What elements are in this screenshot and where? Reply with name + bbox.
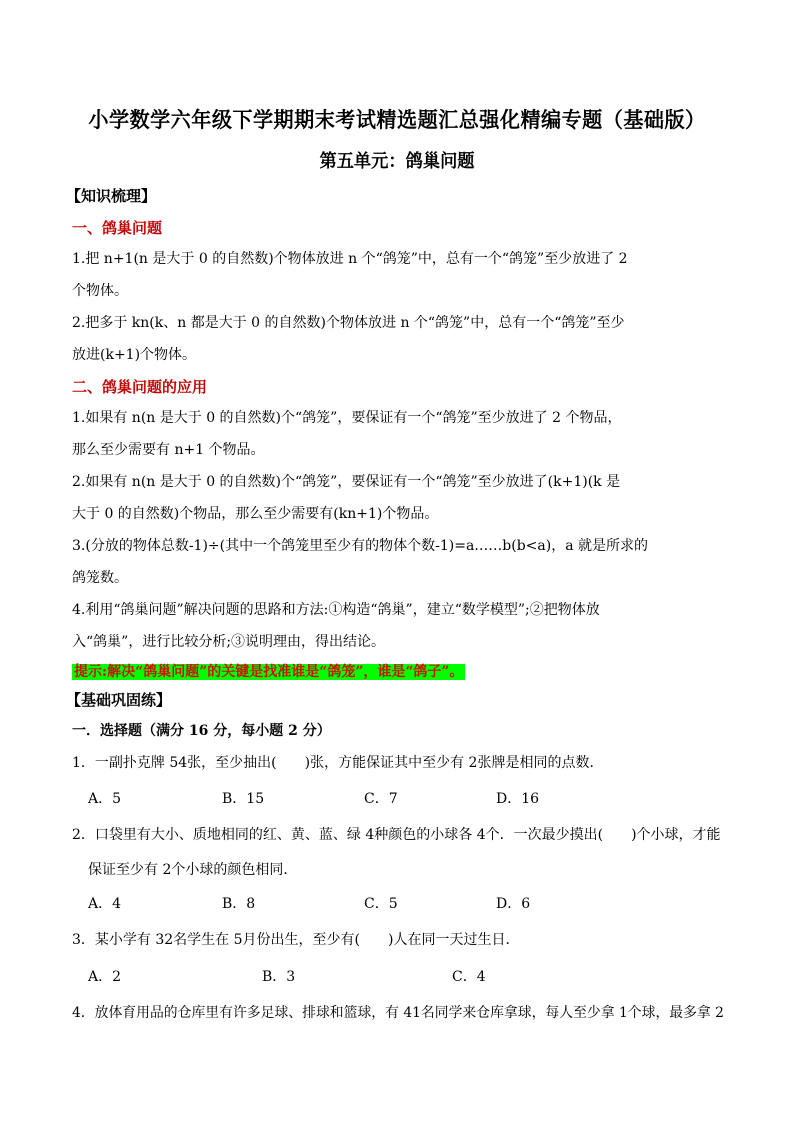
q2-option-b: B．8: [222, 896, 256, 912]
knowledge-line: 鸽笼数。: [72, 570, 128, 586]
knowledge-line: 个物体。: [72, 283, 128, 299]
knowledge-line: 2.如果有 n(n 是大于 0 的自然数)个“鸽笼”，要保证有一个“鸽笼”至少放进了(k+1)(k 是: [72, 474, 621, 490]
knowledge-line: 放进(k+1)个物体。: [72, 347, 197, 363]
question-2-continued: 保证至少有 2个小球的颜色相同．: [88, 862, 298, 878]
q2-option-a: A．4: [88, 896, 122, 912]
section-heading-pigeonhole: 一、鸽巢问题: [72, 219, 163, 237]
knowledge-line: 1.如果有 n(n 是大于 0 的自然数)个“鸽笼”，要保证有一个“鸽笼”至少放进了 2 个物品，: [72, 410, 622, 426]
q3-option-c: C．4: [452, 969, 486, 985]
section-heading-application: 二、鸽巢问题的应用: [72, 378, 208, 396]
q3-option-a: A．2: [88, 969, 122, 985]
q1-option-a: A．5: [88, 791, 122, 807]
knowledge-heading: 【知识梳理】: [66, 187, 157, 205]
knowledge-line: 4.利用“鸽巢问题”解决问题的思路和方法:①构造“鸽巢”，建立“数学模型”;②把物体放: [72, 602, 600, 618]
question-4: 4．放体育用品的仓库里有许多足球、排球和篮球，有 41名同学来仓库拿球，每人至少拿 1个球，最多拿 2: [72, 1005, 724, 1021]
knowledge-line: 入“鸽巢”，进行比较分析;③说明理由，得出结论。: [72, 634, 386, 650]
q3-option-b: B．3: [262, 969, 296, 985]
q1-option-c: C．7: [364, 791, 398, 807]
knowledge-line: 1.把 n+1(n 是大于 0 的自然数)个物体放进 n 个“鸽笼”中，总有一个“鸽笼”至少放进了 2: [72, 251, 628, 267]
question-2: 2．口袋里有大小、质地相同的红、黄、蓝、绿 4种颜色的小球各 4个．一次最少摸出( )个小球，才能: [72, 827, 721, 843]
q2-option-d: D．6: [496, 896, 531, 912]
practice-heading: 【基础巩固练】: [66, 691, 172, 709]
knowledge-line: 那么至少需要有 n+1 个物品。: [72, 442, 265, 458]
q1-option-d: D．16: [496, 791, 540, 807]
document-subtitle: 第五单元：鸽巢问题: [319, 151, 475, 172]
q2-option-c: C．5: [364, 896, 398, 912]
document-title: 小学数学六年级下学期期末考试精选题汇总强化精编专题（基础版）: [88, 107, 706, 132]
knowledge-line: 2.把多于 kn(k、n 都是大于 0 的自然数)个物体放进 n 个“鸽笼”中，总有一个“鸽笼”至少: [72, 315, 625, 331]
knowledge-line: 3.(分放的物体总数-1)÷(其中一个鸽笼里至少有的物体个数-1)=a……b(b<a)，a 就是所求的: [72, 538, 649, 554]
question-3: 3．某小学有 32名学生在 5月份出生，至少有( )人在同一天过生日．: [72, 932, 520, 948]
knowledge-line: 大于 0 的自然数)个物品，那么至少需要有(kn+1)个物品。: [72, 506, 439, 522]
question-section-heading: 一．选择题（满分 16 分，每小题 2 分）: [72, 723, 331, 739]
tip-highlight: 提示:解决“鸽巢问题”的关键是找准谁是“鸽笼”，谁是“鸽子”。: [74, 664, 464, 680]
q1-option-b: B．15: [222, 791, 265, 807]
question-1: 1．一副扑克牌 54张，至少抽出( )张，方能保证其中至少有 2张牌是相同的点数．: [72, 755, 604, 771]
